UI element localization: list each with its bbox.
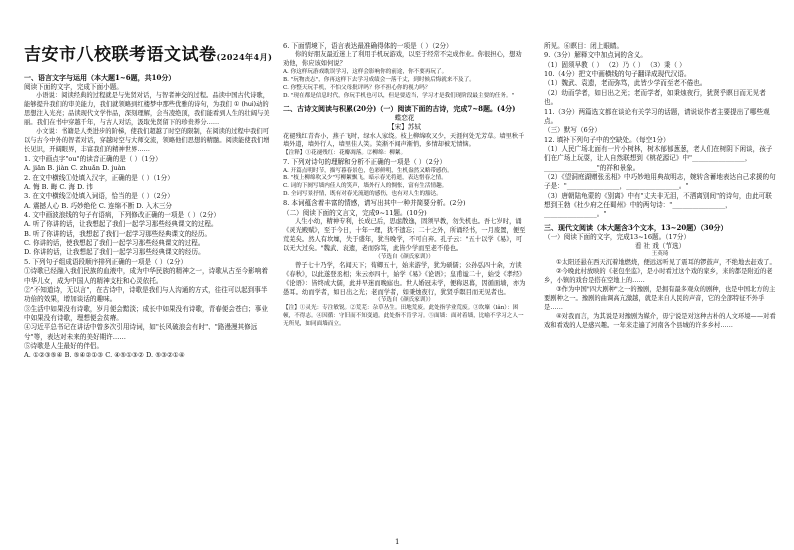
col3-line: （1）魏武、袁遗，老而弥笃，此皆少学而至老不倦也。 bbox=[544, 79, 707, 88]
col2-line: （节选自《颜氏家训》） bbox=[375, 253, 434, 260]
col2-line: 7. 下列对诗句的理解和分析不正确的一项是（ ）（2分） bbox=[283, 158, 447, 167]
col1-line: ①诗歌已经融入我们民族的血液中，成为中华民族的精神之一，诗歌从古至今影响着中华儿女，成为中国人的精神支柱和心灵依托。 bbox=[24, 267, 268, 285]
col1-line: A. 听了你讲的话，让我想起了我们一起学习那些经典课文的过程。 bbox=[24, 220, 218, 229]
column-left bbox=[24, 70, 270, 361]
column-right bbox=[544, 42, 776, 331]
col1-line: B. 听了你讲的话，我想起了我们一起学习那些经典课文的经历。 bbox=[24, 229, 212, 238]
col2-line: C. 你整天玩手机，不怕父母批评吗？你不担心你的视力吗？ bbox=[283, 85, 431, 92]
col3-line: 看 社 戏（节选） bbox=[634, 242, 686, 251]
column-middle bbox=[283, 42, 526, 329]
col3-line: （一）阅读下面的文字，完成13~16题。（17分） bbox=[544, 232, 691, 241]
col2-line: 【注释】①花褪残红：花瓣凋落。②柳绵：柳絮。 bbox=[283, 150, 407, 157]
col3-line: （3）唐朝陆龟蒙的《别离》中有"丈夫非无泪，不洒离别间"的诗句，由此可联想到王勃《杜少府之任蜀州》中的两句诗："________________，________________。" bbox=[544, 191, 772, 219]
col3-line: （1）人民广场北面有一片小树林，树木郁郁葱葱，老人们在树阴下闲谈，孩子们在广场上玩耍，让人自然联想到《桃花源记》中"________________，________________"的祥和景象。 bbox=[544, 144, 773, 172]
col2-line: A. 开篇点明时节，描写暮春景色，色彩鲜明，生机盎然又略带感伤。 bbox=[283, 167, 453, 174]
col2-line: （节选自《颜氏家训》） bbox=[375, 297, 434, 304]
col2-line: 曾子七十乃学，名闻天下；荀卿五十，始来游学，犹为硕儒；公孙弘四十余，方读《春秋》，以此遂登丞相；朱云亦四十，始学《易》《论语》；皇甫谧二十，始受《孝经》《论语》：皆终成大儒，此并早迷而晚寤也。世人婚冠未学，便称迟暮，因循面墙，亦为愚耳。幼而学者，如日出之光；老而学者，如秉烛夜行，犹贤乎瞑目而无见者也。 bbox=[283, 261, 526, 296]
col2-line: 你的好朋友最近迷上了利用手机玩游戏，以至于经常不完成作业。你很担心，想劝劝他，你应该如何说？ bbox=[283, 51, 522, 68]
col3-line: 王英琦 bbox=[651, 251, 669, 258]
col2-line: 6. 下面情境下，语言表达最准确得体的一项是（ ）（2分） bbox=[283, 42, 453, 50]
col1-line: 1. 文中画点字"ou"的读音正确的是（ ）（1分） bbox=[24, 154, 162, 163]
col2-line: D. 全词写景抒情，既有对春光流逝的感伤，也有对人生的豁达。 bbox=[283, 191, 442, 198]
col1-line: ②"不知道诗，无以言"，在古诗中，诗歌是我们与人沟通的方式，往往可以起到事半功倍的效果，增加谈话的趣味。 bbox=[24, 285, 268, 304]
col1-line: 小语说：阅读经典的过程就是与先贤对话，与智者神交的过程。品读中国古代诗歌，能够提升我们的审美能力，我们就领略到红楼梦中那些优雅的诗句，为我们 ① (hui)动的思想注入光亮；品读现代文学作品，深刻理解，会当凌绝顶，我们能看到人生的壮阔与美丽。我们在书中穿越千年，与古人对话，汲取先贤留下的珍贵养分…… bbox=[24, 92, 270, 127]
col1-line: ⑤诗歌是人生最好的伴侣。 bbox=[24, 342, 104, 351]
title-text: 吉安市八校联考语文试卷 bbox=[24, 45, 217, 65]
col1-line: 阅读下面的文字，完成下面小题。 bbox=[24, 82, 123, 91]
col3-line: （2）《望洞庭湖赠张丞相》中巧妙地用典故明志，婉转含蓄地表达自己求援的句子是："________________，________________。" bbox=[544, 173, 776, 191]
col3-line: ①太阳还悬在西天沉着地燃烧，便远远听见了震耳的锣鼓声，不绝地去赶戏了。 bbox=[556, 259, 776, 267]
col2-line: A. 你这样玩游戏耽误学习，这样会影响你的前途，你不要再玩了。 bbox=[283, 69, 448, 76]
col2-line: C. 词的下阕写墙内佳人的笑声，墙外行人的惆怅，富有生活情趣。 bbox=[283, 183, 448, 190]
col3-line: ③作为中国"四大剧种"之一的豫剧，是拥有最多观众的剧种，也是中国北方的主要剧种之一。豫剧的曲调高亢激越，就是来自人民的声音，它的全部特征不外乎是…… bbox=[544, 286, 776, 312]
col2-line: 8. 本词蕴含着丰富的情感，请写出其中一种并简要分析。(2分) bbox=[283, 199, 466, 208]
col1-line: A. 悔 B. 晦 C. 海 D. 讳 bbox=[24, 182, 93, 191]
col2-line: 蝶恋花 bbox=[394, 113, 415, 122]
col3-line: （2）幼而学者，如日出之光；老而学者，如秉烛夜行，犹贤乎瞑目而无见者也。 bbox=[544, 88, 766, 107]
col2-line: D. "现在都是信息时代，你玩手机也可以，但是要适当，学习才是我们现阶段最主要的任务。" bbox=[283, 93, 515, 100]
col1-line: ③生活中如果没有诗歌，岁月便会黯淡；成长中如果没有诗歌，青春便会苍白；事业中如果没有诗歌，理想便会贫瘠。 bbox=[24, 304, 268, 322]
col3-line: 三、现代文阅读（本大题含3个文本，13~20题）（30分） bbox=[544, 222, 728, 232]
col3-line: 所见。⑥瞑目：闭上眼睛。 bbox=[544, 42, 624, 50]
col2-line: 二、古诗文阅读与积累(20分)（一）阅读下面的古诗，完成7~8题。(4分) bbox=[283, 103, 516, 113]
page-title bbox=[24, 40, 272, 65]
col2-line: 【注】①灵光：专注敏锐。②荒芜：杂草丛生。田地荒废。此处指学业荒废。③坎壈（lǎn）：困顿，不得志。④因循：守旧而不知变通。此处指不肯学习。⑤面墙：面对着墙，比喻不学习之人一无所见，如同面墙而立。 bbox=[283, 305, 524, 328]
col2-line: B. "玩物丧志"，你再这样下去学习成绩会一落千丈，到时候后悔就来不及了。 bbox=[283, 77, 475, 84]
col3-line: （1）固须早教（ ） （2）乃（ ） （3）秉（ ） bbox=[544, 60, 686, 69]
col2-line: （二）阅读下面的文言文，完成9~11题。(10分) bbox=[283, 208, 427, 217]
col3-line: ②今晚此村放映的《老包坐监》，是小时看过这个戏的家乡，来的都是附近的老乡，小镇的戏台是搭在空地上的…… bbox=[544, 268, 773, 285]
col1-line: 一、语言文字与运用（本大题1~6题，共10分） bbox=[24, 73, 176, 82]
col2-line: 【宋】苏轼 bbox=[388, 123, 421, 132]
col1-line: A. ①②③⑤④ B. ⑤④②①③ C. ④⑤①③② D. ⑤③②①④ bbox=[24, 351, 185, 360]
title-date: (2024年4月) bbox=[216, 52, 273, 62]
col3-line: 12. 填补下列句子中的空缺处。（每空1分） bbox=[544, 135, 670, 144]
col3-line: ④对我而言，为其说是对豫剧为媒介，毋宁说是对这种古朴的人文环境——对看戏和看戏的人是感兴趣。一年来走遍了河南各个县城的许多乡村…… bbox=[544, 313, 776, 329]
col1-line: 小文说：书籍是人类进步的阶梯，使我们超越了时空的限制，在阅读的过程中我们可以与古今中外的智者对话，穿越时空与大师交流，领略他们思想的精髓。阅读能使我们增长见识，开阔眼界，丰富我们的精神世界…… bbox=[24, 128, 270, 153]
col3-line: 11.（3分）两篇选文都在谈论有关学习的话题，请说说作者主要提出了哪些观点。 bbox=[544, 107, 770, 125]
col1-line: ④习近平总书记在讲话中曾多次引用诗词，如"长风破浪会有时"、"路漫漫其修远兮"等，表达对未来的美好期许…… bbox=[24, 323, 258, 341]
col2-line: 花褪残红青杏小，燕子飞时，绿水人家绕。枝上柳绵吹又少，天涯何处无芳草。墙里秋千墙外道，墙外行人，墙里佳人笑。笑渐不闻声渐悄，多情却被无情恼。 bbox=[283, 132, 525, 149]
col1-line: A. jiān B. jiàn C. zhuǎn D. juàn bbox=[24, 164, 126, 173]
col2-line: 人生小幼，精神专利，长成已后，思虑散逸，固须早教，勿失机也。吾七岁时，诵《灵光殿赋》，至于今日，十年一理，犹不遗忘；二十之外，所诵经书，一月废置，便至荒芜矣。然人有坎壈，失于盛年，犹当晚学，不可自弃。孔子云："五十以学《易》，可以无大过矣。"魏武、袁遗，老而弥笃，此皆少学而至老不倦也。 bbox=[283, 218, 526, 252]
col3-line: 10.（4分）把文中画横线的句子翻译成现代汉语。 bbox=[544, 70, 691, 79]
col1-line: A. 震撼人心 B. 巧妙绝伦 C. 连绵不断 D. 入木三分 bbox=[24, 201, 173, 210]
col1-line: 2. 在文中横线①处填入汉字，正确的是（ ）（1分） bbox=[24, 173, 174, 182]
page-number: 1 bbox=[395, 538, 400, 546]
col1-line: C. 你讲的话，使我想起了我们一起学习那些经典课文的过程。 bbox=[24, 239, 205, 248]
col3-line: 9.（3分）解释文中加点词的含义。 bbox=[544, 51, 647, 60]
col1-line: 5. 下列句子组成语段顺序排列正确的一项是（ ）（2分） bbox=[24, 257, 188, 266]
col1-line: 4. 文中画波浪线的句子有语病，下列修改正确的一项是（ ）（2分） bbox=[24, 211, 221, 220]
col3-line: （三）默写（6分） bbox=[544, 126, 601, 135]
col1-line: 3. 在文中横线②处填入词语，恰当的是（ ）（2分） bbox=[24, 192, 174, 201]
col1-line: D. 你讲的话，让我想起了我们一起学习那些经典课文的经历。 bbox=[24, 248, 205, 257]
col2-line: B. "枝上柳绵吹又少"写柳絮飘飞，暗示春光将逝，表达惜春之情。 bbox=[283, 175, 447, 182]
